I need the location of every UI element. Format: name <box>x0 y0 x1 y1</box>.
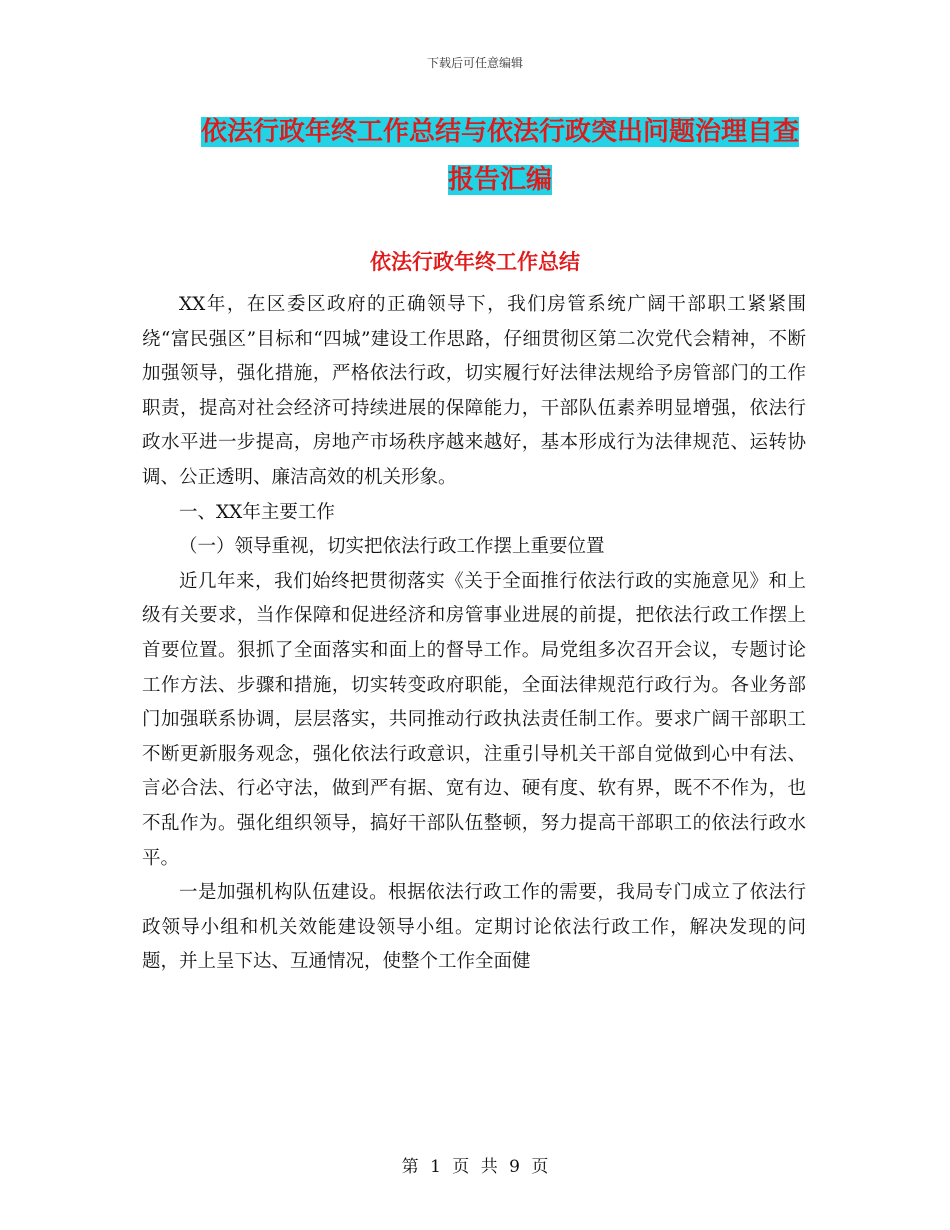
paragraph: 近几年来，我们始终把贯彻落实《关于全面推行依法行政的实施意见》和上级有关要求，当作保障和促进经济和房管事业进展的前提，把依法行政工作摆上首要位置。狠抓了全面落实和面上的督导工作。局党组多次召开会议，专题讨论工作方法、步骤和措施，切实转变政府职能，全面法律规范行政行为。各业务部门加强联系协调，层层落实，共同推动行政执法责任制工作。要求广阔干部职工不断更新服务观念，强化依法行政意识，注重引导机关干部自觉做到心中有法、言必合法、行必守法，做到严有据、宽有边、硬有度、软有界，既不不作为，也不乱作为。强化组织领导，搞好干部队伍整顿，努力提高干部职工的依法行政水平。 <box>142 570 806 869</box>
paragraph: 一是加强机构队伍建设。根据依法行政工作的需要，我局专门成立了依法行政领导小组和机关效能建设领导小组。定期讨论依法行政工作，解决发现的问题，并上呈下达、互通情况，使整个工作全面健 <box>142 882 806 973</box>
page-footer: 第 1 页 共 9 页 <box>401 1157 549 1177</box>
header-note: 下载后可任意编辑 <box>426 56 523 70</box>
document-title <box>140 108 860 204</box>
title-line-1: 依法行政年终工作总结与依法行政突出问题治理自查 <box>200 117 799 147</box>
paragraph: （一）领导重视，切实把依法行政工作摆上重要位置 <box>179 536 605 558</box>
title-line-2: 报告汇编 <box>447 165 552 195</box>
paragraph: 一、XX年主要工作 <box>179 501 335 523</box>
paragraph: XX年，在区委区政府的正确领导下，我们房管系统广阔干部职工紧紧围绕“富民强区”目标和“四城”建设工作思路，仔细贯彻区第二次党代会精神，不断加强领导，强化措施，严格依法行政，切实履行好法律法规给予房管部门的工作职责，提高对社会经济可持续进展的保障能力，干部队伍素养明显增强，依法行政水平进一步提高，房地产市场秩序越来越好，基本形成行为法律规范、运转协调、公正透明、廉洁高效的机关形象。 <box>142 294 806 488</box>
section-title: 依法行政年终工作总结 <box>370 250 580 274</box>
body-text <box>142 288 806 980</box>
